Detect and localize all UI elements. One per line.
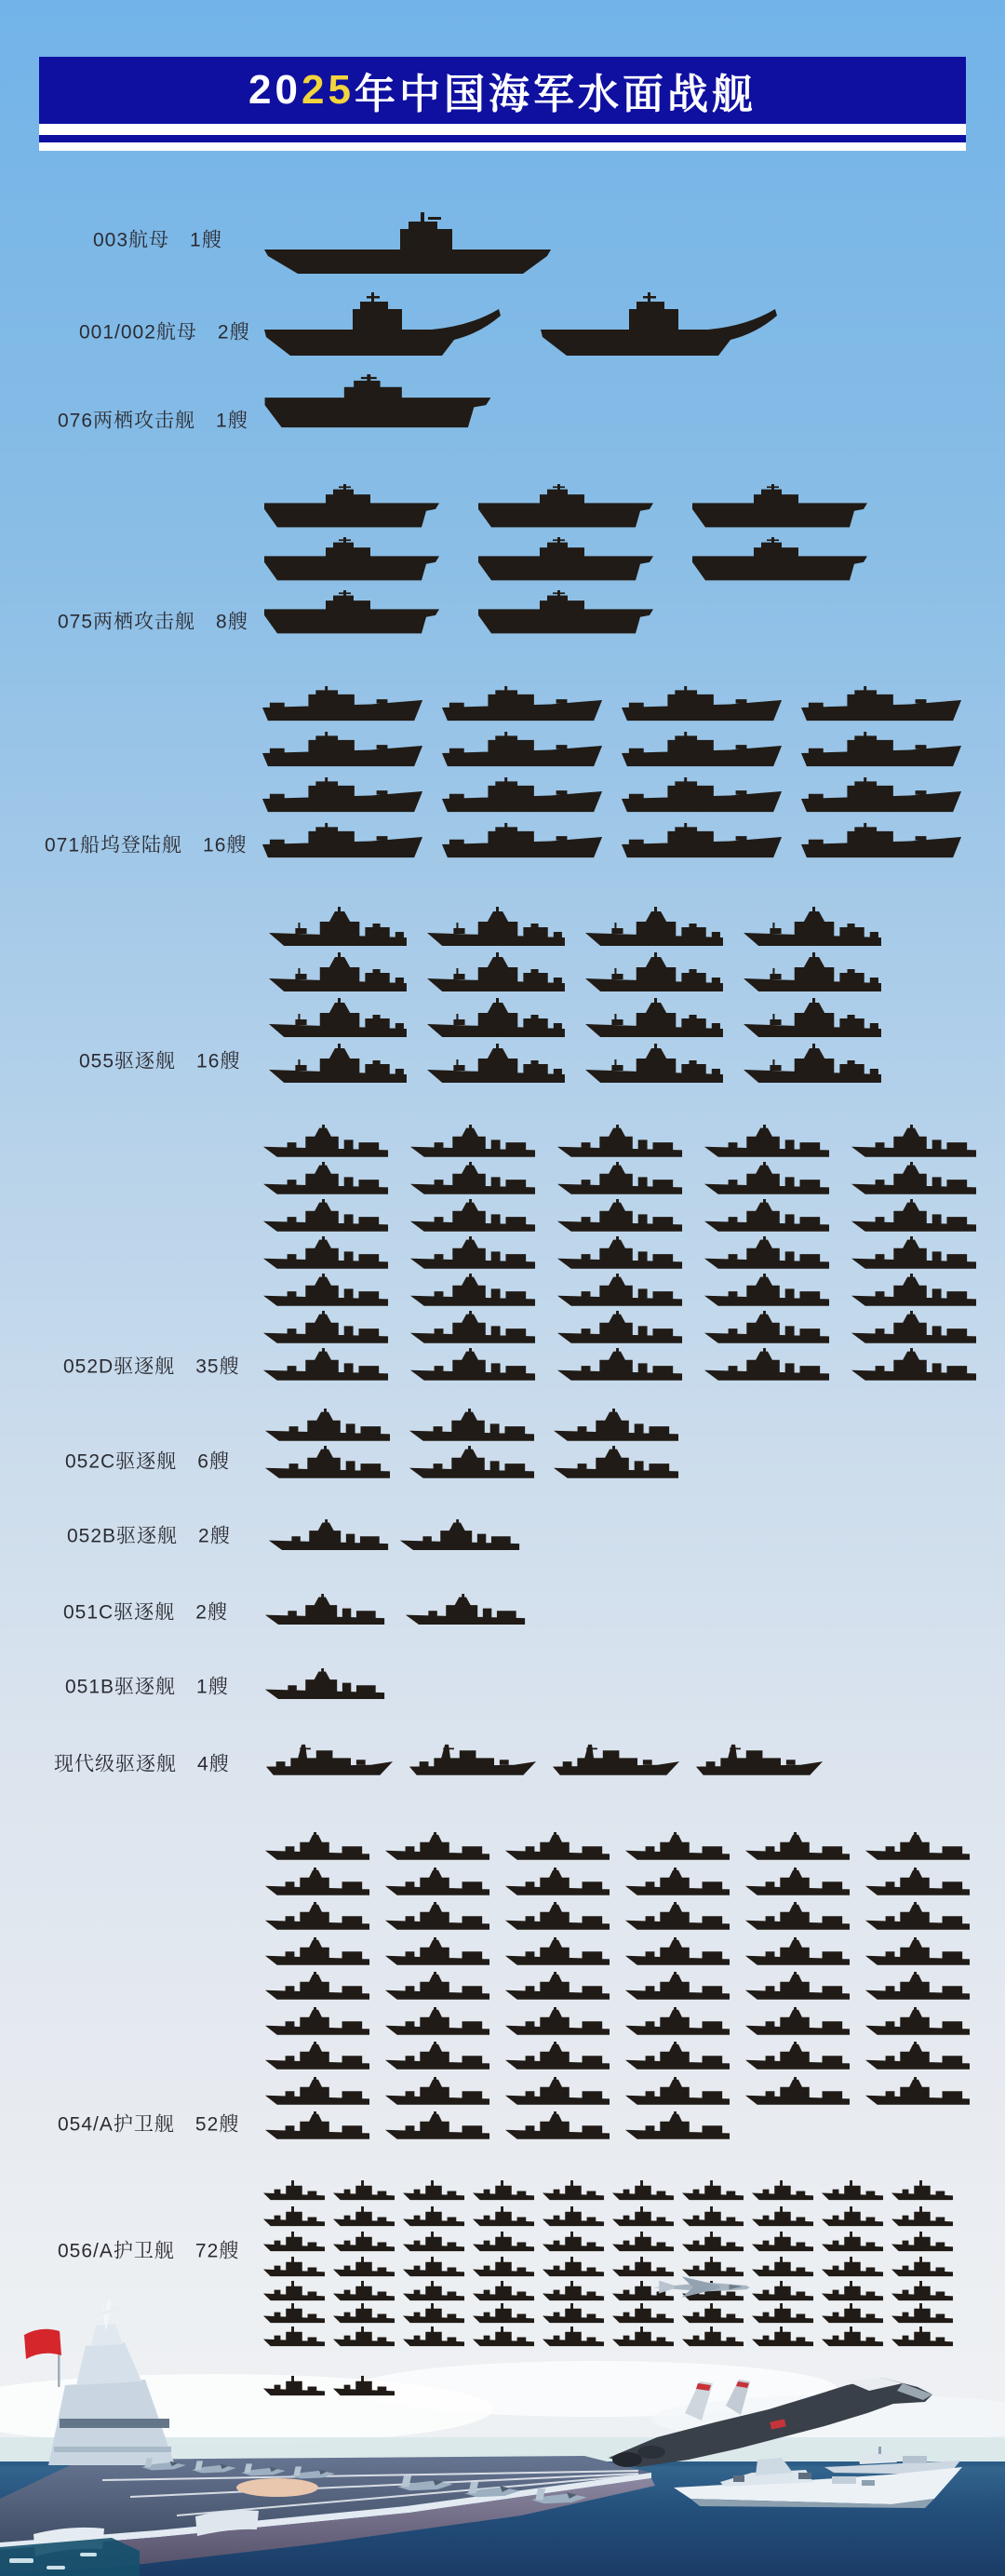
ship-silhouette-071 — [620, 777, 785, 820]
ship-class-count: 8艘 — [216, 611, 248, 633]
title-prefix: 20 — [248, 67, 302, 113]
ship-silhouette-003 — [262, 212, 553, 277]
ship-silhouette-054A — [263, 2007, 371, 2041]
ship-silhouette-055 — [742, 907, 883, 953]
ship-silhouette-056A — [611, 2206, 675, 2230]
ship-silhouette-052D — [850, 1162, 978, 1201]
ship-silhouette-055 — [267, 998, 409, 1045]
ship-silhouette-052D — [409, 1162, 537, 1201]
ship-silhouette-056A — [751, 2206, 814, 2230]
ship-silhouette-075 — [262, 590, 441, 639]
ship-silhouette-056A — [332, 2232, 395, 2255]
ship-silhouette-052D — [261, 1162, 390, 1201]
ship-silhouette-056A — [891, 2232, 954, 2255]
ship-silhouette-056A — [542, 2180, 605, 2204]
ship-silhouette-052D — [703, 1236, 831, 1275]
ship-silhouette-055 — [267, 907, 409, 953]
banner-stripe-1 — [39, 124, 966, 135]
section-label-054A — [58, 2112, 239, 2136]
ship-class-count: 4艘 — [197, 1753, 230, 1775]
ship-silhouette-054A — [864, 1972, 972, 2005]
section-label-075 — [58, 610, 248, 633]
ship-silhouette-052C — [408, 1446, 536, 1485]
ship-silhouette-052D — [409, 1125, 537, 1164]
ship-silhouette-056A — [262, 2376, 326, 2399]
section-label-003 — [93, 228, 222, 251]
section-label-052C — [65, 1450, 230, 1473]
ship-class-name: 051C驱逐舰 — [63, 1601, 176, 1624]
ship-silhouette-055 — [267, 952, 409, 999]
ship-silhouette-054A — [263, 1902, 371, 1935]
small-jet-overlay — [650, 2273, 754, 2300]
ship-silhouette-056A — [472, 2303, 535, 2326]
ship-silhouette-056A — [402, 2281, 465, 2304]
ship-silhouette-056A — [542, 2303, 605, 2326]
ship-silhouette-054A — [263, 2111, 371, 2145]
page-title — [39, 57, 966, 124]
ship-silhouette-055 — [425, 952, 567, 999]
section-label-056A — [58, 2239, 239, 2262]
ship-silhouette-054A — [503, 2111, 611, 2145]
ship-silhouette-071 — [799, 823, 965, 866]
ship-silhouette-054A — [744, 2042, 851, 2075]
ship-silhouette-054A — [383, 1902, 491, 1935]
section-label-076 — [58, 409, 248, 432]
ship-class-count: 16艘 — [203, 834, 248, 856]
ship-silhouette-056A — [681, 2303, 744, 2326]
banner-stripe-2 — [39, 142, 966, 151]
ship-silhouette-056A — [891, 2281, 954, 2304]
ship-silhouette-056A — [751, 2257, 814, 2280]
ship-silhouette-056A — [681, 2326, 744, 2350]
ship-class-name: 055驱逐舰 — [79, 1050, 177, 1072]
ship-silhouette-055 — [583, 998, 725, 1045]
ship-class-count: 35艘 — [195, 1355, 240, 1378]
ship-silhouette-054A — [503, 2042, 611, 2075]
ship-silhouette-056A — [821, 2303, 884, 2326]
ship-silhouette-056A — [611, 2180, 675, 2204]
ship-silhouette-054A — [503, 1972, 611, 2005]
ship-silhouette-054A — [864, 1937, 972, 1971]
ship-class-name: 001/002航母 — [79, 321, 197, 344]
ship-silhouette-052D — [409, 1348, 537, 1387]
ship-silhouette-054A — [864, 1868, 972, 1901]
ship-silhouette-054A — [864, 2042, 972, 2075]
ship-silhouette-055 — [583, 952, 725, 999]
title-banner — [39, 57, 966, 151]
section-label-055 — [79, 1049, 240, 1072]
ship-silhouette-071 — [261, 777, 426, 820]
ship-silhouette-054A — [623, 2111, 731, 2145]
ship-silhouette-054A — [744, 1868, 851, 1901]
ship-silhouette-056A — [542, 2206, 605, 2230]
ship-silhouette-052B — [267, 1519, 390, 1557]
ship-silhouette-054A — [263, 1868, 371, 1901]
ship-silhouette-054A — [623, 1868, 731, 1901]
ship-silhouette-054A — [263, 1972, 371, 2005]
ship-silhouette-052D — [556, 1348, 684, 1387]
section-label-071 — [45, 833, 247, 856]
ship-silhouette-054A — [744, 1937, 851, 1971]
ship-silhouette-054A — [623, 1972, 731, 2005]
ship-silhouette-054A — [503, 1902, 611, 1935]
ship-silhouette-052D — [409, 1236, 537, 1275]
ship-silhouette-054A — [383, 1972, 491, 2005]
ship-silhouette-056A — [821, 2281, 884, 2304]
ship-silhouette-052D — [703, 1274, 831, 1313]
ship-silhouette-056A — [402, 2257, 465, 2280]
ship-silhouette-071 — [440, 686, 606, 729]
ship-silhouette-056A — [332, 2281, 395, 2304]
ship-silhouette-052D — [703, 1311, 831, 1350]
ship-silhouette-056A — [751, 2232, 814, 2255]
ship-silhouette-052D — [261, 1348, 390, 1387]
ship-silhouette-056A — [751, 2281, 814, 2304]
ship-silhouette-071 — [440, 777, 606, 820]
title-suffix: 年中国海军水面战舰 — [354, 72, 757, 117]
ship-silhouette-075 — [690, 537, 869, 586]
ship-class-name: 052C驱逐舰 — [65, 1450, 178, 1473]
ship-silhouette-055 — [742, 1044, 883, 1090]
ship-silhouette-056A — [542, 2281, 605, 2304]
ship-silhouette-052D — [409, 1274, 537, 1313]
ship-silhouette-052D — [556, 1236, 684, 1275]
ship-class-name: 076两栖攻击舰 — [58, 410, 196, 432]
ship-class-count: 72艘 — [194, 2240, 240, 2262]
ship-silhouette-sovremenny — [263, 1743, 395, 1782]
ship-class-count: 16艘 — [196, 1050, 241, 1072]
ship-silhouette-056A — [891, 2257, 954, 2280]
title-highlight: 25 — [302, 67, 355, 113]
ship-silhouette-052D — [703, 1125, 831, 1164]
ship-silhouette-076 — [262, 374, 493, 434]
ship-silhouette-052C — [263, 1409, 392, 1448]
ship-silhouette-054A — [263, 1832, 371, 1866]
ship-silhouette-054A — [263, 1937, 371, 1971]
ship-silhouette-054A — [744, 2007, 851, 2041]
ship-class-name: 056/A护卫舰 — [58, 2240, 175, 2262]
ship-silhouette-075 — [476, 537, 655, 586]
ship-silhouette-052D — [703, 1348, 831, 1387]
ship-silhouette-056A — [611, 2303, 675, 2326]
ship-silhouette-056A — [402, 2180, 465, 2204]
ship-silhouette-056A — [402, 2303, 465, 2326]
ship-silhouette-052C — [408, 1409, 536, 1448]
ship-silhouette-054A — [864, 1832, 972, 1866]
section-label-051B — [65, 1675, 229, 1698]
ship-silhouette-052D — [409, 1311, 537, 1350]
ship-class-name: 003航母 — [93, 229, 170, 251]
ship-silhouette-056A — [332, 2303, 395, 2326]
ship-silhouette-055 — [742, 998, 883, 1045]
ship-silhouette-056A — [611, 2326, 675, 2350]
ship-silhouette-056A — [332, 2257, 395, 2280]
ship-silhouette-054A — [383, 2111, 491, 2145]
ship-silhouette-054A — [623, 1937, 731, 1971]
ship-class-name: 071船坞登陆舰 — [45, 834, 183, 856]
ship-silhouette-071 — [261, 732, 426, 775]
ship-class-name: 052B驱逐舰 — [67, 1525, 179, 1547]
ship-silhouette-051C — [263, 1594, 386, 1631]
ship-silhouette-052D — [261, 1125, 390, 1164]
ship-class-count: 2艘 — [195, 1601, 228, 1624]
ship-silhouette-056A — [262, 2303, 326, 2326]
ship-silhouette-056A — [821, 2180, 884, 2204]
ship-silhouette-052D — [261, 1311, 390, 1350]
ship-silhouette-052D — [261, 1199, 390, 1238]
ship-silhouette-071 — [440, 823, 606, 866]
ship-silhouette-052D — [850, 1125, 978, 1164]
ship-silhouette-052C — [552, 1446, 680, 1485]
ship-silhouette-055 — [425, 907, 567, 953]
section-label-001-002 — [79, 320, 250, 344]
ship-silhouette-056A — [821, 2257, 884, 2280]
ship-silhouette-054A — [383, 2042, 491, 2075]
ship-silhouette-054A — [744, 1972, 851, 2005]
ship-silhouette-071 — [799, 732, 965, 775]
ship-silhouette-sovremenny — [550, 1743, 682, 1782]
ship-silhouette-056A — [402, 2206, 465, 2230]
ship-silhouette-054A — [503, 2007, 611, 2041]
ship-class-count: 1艘 — [196, 1676, 229, 1698]
ship-silhouette-055 — [267, 1044, 409, 1090]
ship-silhouette-056A — [332, 2180, 395, 2204]
ship-class-count: 2艘 — [198, 1525, 231, 1547]
ship-silhouette-056A — [472, 2232, 535, 2255]
ship-silhouette-054A — [744, 1832, 851, 1866]
ship-silhouette-056A — [821, 2326, 884, 2350]
ship-silhouette-052D — [556, 1311, 684, 1350]
ship-silhouette-054A — [383, 1832, 491, 1866]
ship-silhouette-071 — [620, 823, 785, 866]
ship-silhouette-056A — [681, 2180, 744, 2204]
ship-silhouette-075 — [690, 484, 869, 533]
ship-silhouette-056A — [472, 2326, 535, 2350]
ship-silhouette-075 — [262, 537, 441, 586]
ship-silhouette-052D — [703, 1199, 831, 1238]
ship-silhouette-071 — [799, 686, 965, 729]
ship-silhouette-056A — [262, 2281, 326, 2304]
ship-silhouette-054A — [623, 2077, 731, 2111]
section-label-052D — [63, 1355, 240, 1378]
ship-silhouette-056A — [542, 2232, 605, 2255]
ship-silhouette-054A — [623, 2007, 731, 2041]
ship-silhouette-055 — [583, 1044, 725, 1090]
ship-silhouette-056A — [751, 2326, 814, 2350]
ship-class-count: 1艘 — [216, 410, 248, 432]
ship-silhouette-056A — [891, 2303, 954, 2326]
ship-silhouette-056A — [472, 2257, 535, 2280]
ship-silhouette-056A — [262, 2257, 326, 2280]
ship-class-name: 054/A护卫舰 — [58, 2113, 175, 2136]
ship-silhouette-071 — [440, 732, 606, 775]
ship-silhouette-056A — [472, 2180, 535, 2204]
ship-silhouette-056A — [542, 2257, 605, 2280]
ship-silhouette-sovremenny — [407, 1743, 539, 1782]
ship-silhouette-052D — [409, 1199, 537, 1238]
ship-class-name: 051B驱逐舰 — [65, 1676, 177, 1698]
ship-silhouette-052D — [556, 1162, 684, 1201]
ship-silhouette-001-002 — [539, 290, 779, 361]
ship-class-name: 现代级驱逐舰 — [54, 1753, 177, 1775]
ship-silhouette-056A — [472, 2206, 535, 2230]
ship-silhouette-054A — [263, 2077, 371, 2111]
ship-silhouette-071 — [799, 777, 965, 820]
ship-silhouette-052B — [398, 1519, 521, 1557]
ship-silhouette-071 — [261, 823, 426, 866]
ship-silhouette-052D — [556, 1274, 684, 1313]
ship-silhouette-056A — [611, 2232, 675, 2255]
ship-silhouette-054A — [503, 1937, 611, 1971]
ship-silhouette-052D — [850, 1311, 978, 1350]
section-label-sovremenny — [54, 1752, 230, 1775]
ship-silhouette-054A — [383, 2077, 491, 2111]
ship-silhouette-054A — [263, 2042, 371, 2075]
ship-silhouette-056A — [891, 2206, 954, 2230]
ship-silhouette-056A — [681, 2206, 744, 2230]
ship-silhouette-056A — [472, 2281, 535, 2304]
ship-class-name: 075两栖攻击舰 — [58, 611, 196, 633]
ship-class-count: 52艘 — [194, 2113, 240, 2136]
ship-class-name: 052D驱逐舰 — [63, 1355, 176, 1378]
ship-silhouette-052D — [703, 1162, 831, 1201]
ship-silhouette-051B — [263, 1668, 386, 1706]
ship-silhouette-055 — [583, 907, 725, 953]
ship-silhouette-071 — [620, 686, 785, 729]
ship-silhouette-sovremenny — [693, 1743, 825, 1782]
ship-silhouette-056A — [332, 2326, 395, 2350]
ship-silhouette-054A — [864, 2077, 972, 2111]
ship-silhouette-055 — [425, 998, 567, 1045]
ship-silhouette-054A — [623, 2042, 731, 2075]
ship-class-count: 1艘 — [190, 229, 222, 251]
ship-silhouette-056A — [402, 2232, 465, 2255]
ship-silhouette-051C — [404, 1594, 527, 1631]
ship-silhouette-052D — [261, 1274, 390, 1313]
ship-silhouette-054A — [383, 1868, 491, 1901]
ship-silhouette-054A — [864, 1902, 972, 1935]
ship-silhouette-056A — [262, 2232, 326, 2255]
ship-silhouette-052D — [850, 1199, 978, 1238]
section-label-051C — [63, 1600, 228, 1624]
ship-silhouette-056A — [262, 2206, 326, 2230]
ship-silhouette-056A — [751, 2303, 814, 2326]
ship-silhouette-054A — [503, 2077, 611, 2111]
ship-silhouette-056A — [891, 2180, 954, 2204]
ship-silhouette-054A — [383, 1937, 491, 1971]
ship-silhouette-054A — [503, 1868, 611, 1901]
ship-silhouette-054A — [383, 2007, 491, 2041]
ship-silhouette-055 — [742, 952, 883, 999]
ship-silhouette-056A — [681, 2232, 744, 2255]
ship-silhouette-054A — [623, 1832, 731, 1866]
ship-class-count: 2艘 — [217, 321, 250, 344]
ship-silhouette-056A — [821, 2232, 884, 2255]
ship-silhouette-056A — [262, 2326, 326, 2350]
ship-silhouette-075 — [476, 484, 655, 533]
ship-silhouette-071 — [620, 732, 785, 775]
ship-silhouette-001-002 — [262, 290, 502, 361]
ship-silhouette-056A — [542, 2326, 605, 2350]
ship-silhouette-056A — [262, 2180, 326, 2204]
ship-silhouette-054A — [744, 1902, 851, 1935]
ship-silhouette-052C — [552, 1409, 680, 1448]
ship-silhouette-075 — [262, 484, 441, 533]
ship-silhouette-055 — [425, 1044, 567, 1090]
ship-silhouette-052C — [263, 1446, 392, 1485]
ship-class-count: 6艘 — [197, 1450, 230, 1473]
ship-silhouette-056A — [751, 2180, 814, 2204]
ship-silhouette-056A — [821, 2206, 884, 2230]
ship-silhouette-056A — [402, 2326, 465, 2350]
banner-stripe-gap — [39, 135, 966, 142]
ship-silhouette-071 — [261, 686, 426, 729]
ship-silhouette-056A — [332, 2206, 395, 2230]
ship-silhouette-054A — [864, 2007, 972, 2041]
ship-silhouette-052D — [556, 1125, 684, 1164]
ship-silhouette-052D — [850, 1274, 978, 1313]
ship-silhouette-052D — [850, 1236, 978, 1275]
ship-silhouette-054A — [623, 1902, 731, 1935]
ship-silhouette-052D — [556, 1199, 684, 1238]
ship-silhouette-054A — [503, 1832, 611, 1866]
ship-silhouette-056A — [891, 2326, 954, 2350]
ship-silhouette-075 — [476, 590, 655, 639]
ship-silhouette-056A — [332, 2376, 395, 2399]
ship-silhouette-052D — [261, 1236, 390, 1275]
ship-silhouette-052D — [850, 1348, 978, 1387]
ship-silhouette-054A — [744, 2077, 851, 2111]
section-label-052B — [67, 1524, 231, 1547]
